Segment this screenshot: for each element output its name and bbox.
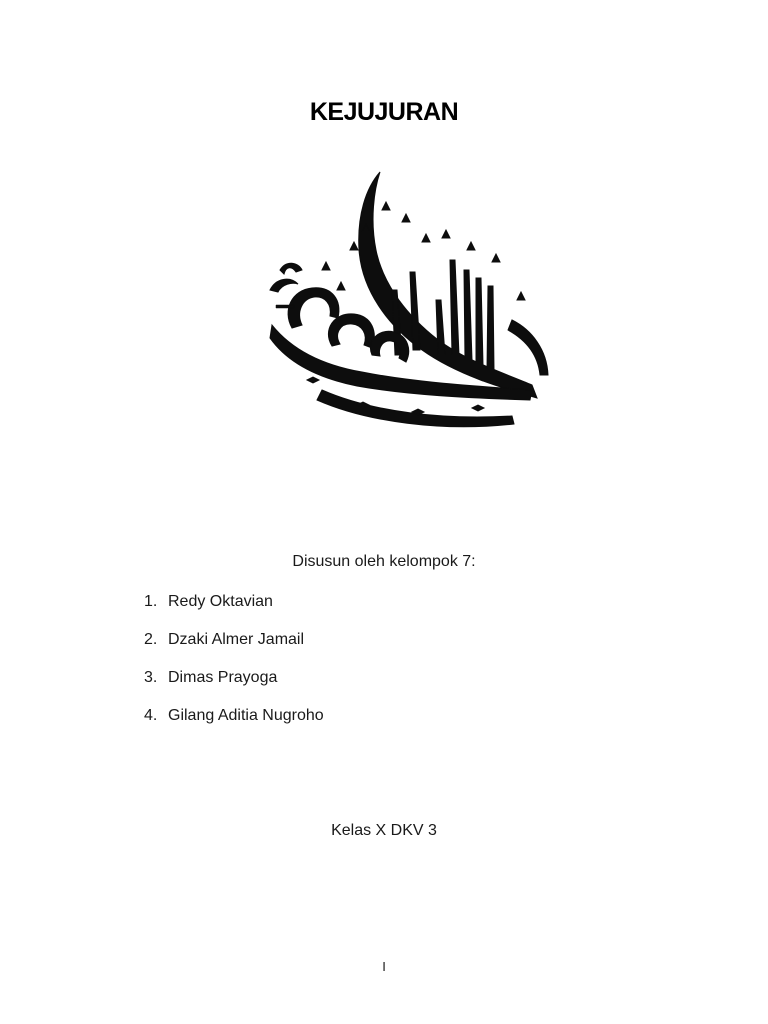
list-item: [144, 706, 324, 744]
calligraphy-icon: [262, 150, 562, 450]
member-name: Dimas Prayoga: [168, 669, 278, 686]
member-name: Dzaki Almer Jamail: [168, 631, 305, 648]
list-item: [144, 592, 324, 630]
page-number: I: [382, 959, 386, 974]
member-name: Gilang Aditia Nugroho: [168, 707, 324, 724]
document-title: KEJUJURAN: [309, 98, 459, 126]
list-item: [144, 668, 324, 706]
list-item: [144, 630, 324, 668]
bismillah-calligraphy-image: [262, 150, 562, 450]
author-intro: Disusun oleh kelompok 7:: [292, 553, 476, 570]
list-number: 2.: [144, 631, 158, 648]
list-number: 4.: [144, 707, 158, 724]
member-list: [144, 592, 324, 744]
list-number: 1.: [144, 593, 158, 610]
class-label: Kelas X DKV 3: [331, 822, 437, 839]
list-number: 3.: [144, 669, 158, 686]
member-name: Redy Oktavian: [168, 593, 273, 610]
